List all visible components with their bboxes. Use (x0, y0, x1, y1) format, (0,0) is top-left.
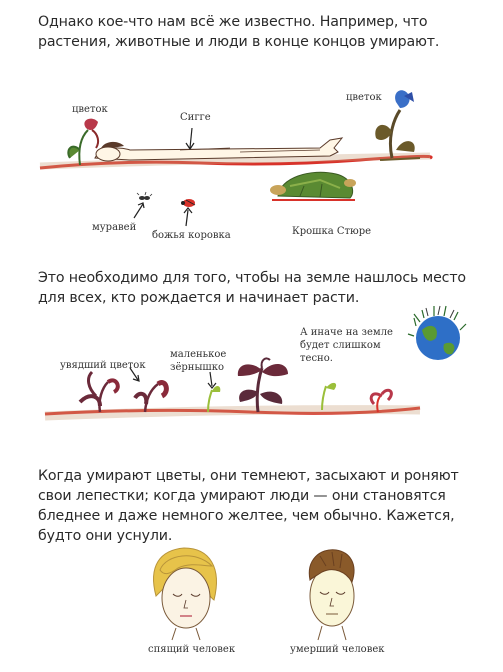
label-seed: маленькое зёрнышко (170, 349, 227, 373)
paragraph-space-text: Это необходимо для того, чтобы на земле нашлось место для всех, кто рождается и начинает расти. (38, 270, 466, 306)
label-turtle: Крошка Стюре (292, 226, 372, 237)
label-sleeping: спящий человек (148, 644, 236, 655)
dead-person-icon (309, 550, 354, 640)
label-flower-left: цветок (72, 104, 108, 115)
paragraph-intro-text: Однако кое-что нам всё же известно. Например, что растения, животные и люди в конце концов умирают. (38, 14, 440, 50)
label-otherwise: А иначе на земле будет слишком тесно. (300, 327, 393, 364)
label-ladybug: божья коровка (152, 230, 231, 241)
label-flower-right: цветок (346, 92, 382, 103)
label-wilted-flower: увядший цветок (60, 360, 146, 371)
label-ant: муравей (92, 222, 137, 233)
sleeping-person-icon (154, 548, 217, 640)
label-dead: умерший человек (290, 644, 385, 655)
paragraph-death-text: Когда умирают цветы, они темнеют, засыхают и роняют свои лепестки; когда умирают люди — они становятся бледнее и даже немного желтее, чем обычно. Кажется, будто они уснули. (38, 468, 459, 544)
label-sigge: Сигге (180, 112, 211, 123)
